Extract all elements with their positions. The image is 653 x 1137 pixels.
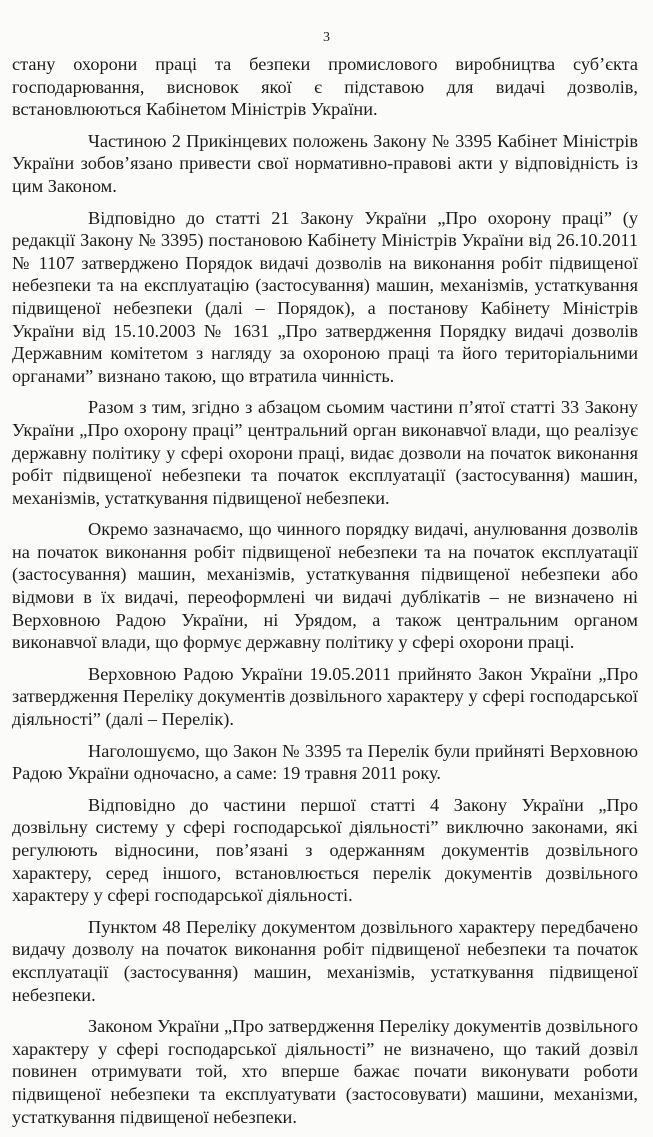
paragraph: Пунктом 48 Переліку документом дозвільного характеру передбачено видачу дозволу на початок виконання робіт підвищеної небезпеки та початок експлуатації (застосування) машин, механізмів, устаткування підвищеної небезпеки. — [12, 916, 638, 1005]
paragraph: Частиною 2 Прикінцевих положень Закону № 3395 Кабінет Міністрів України зобов’язано привести свої нормативно-правові акти у відповідність із цим Законом. — [12, 130, 638, 196]
paragraph: Разом з тим, згідно з абзацом сьомим частини п’ятої статті 33 Закону України „Про охорону праці” центральний орган виконавчої влади, що реалізує державну політику у сфері охорони праці, видає дозволи на початок виконання робіт підвищеної небезпеки та початок експлуатації (застосування) машин, механізмів, устаткування підвищеної небезпеки. — [12, 397, 638, 508]
paragraph: Відповідно до частини першої статті 4 Закону України „Про дозвільну систему у сфері господарської діяльності” виключно законами, які регулюють відносини, пов’язані з одержанням документів дозвільного характеру, серед іншого, встановлюється перелік документів дозвільного характеру у сфері господарської діяльності. — [12, 794, 638, 906]
paragraph: Наголошуємо, що Закон № 3395 та Перелік були прийняті Верховною Радою України одночасно, а саме: 19 травня 2011 року. — [12, 740, 638, 784]
paragraph: Окремо зазначаємо, що чинного порядку видачі, анулювання дозволів на початок виконання робіт підвищеної небезпеки та на початок експлуатації (застосування) машин, механізмів, устаткування підвищеної небезпеки або відмови в їх видачі, переоформлені чи видачі дублікатів – не визначено ні Верховною Радою України, ні Урядом, а також центральним органом виконавчої влади, що формує державну політику у сфері охорони праці. — [12, 519, 638, 653]
paragraph-continuation: стану охорони праці та безпеки промислового виробництва суб’єкта господарювання, висновок якої є підставою для видачі дозволів, встановлюються Кабінетом Міністрів України. — [12, 54, 638, 120]
paragraph: Верховною Радою України 19.05.2011 прийнято Закон України „Про затвердження Переліку документів дозвільного характеру у сфері господарської діяльності” (далі – Перелік). — [12, 663, 638, 730]
document-body — [12, 53, 638, 1137]
paragraph: Законом України „Про затвердження Переліку документів дозвільного характеру у сфері господарської діяльності” не визначено, що такий дозвіл повинен отримувати той, хто вперше бажає почати виконувати роботи підвищеної небезпеки та експлуатувати (застосовувати) машини, механізми, устаткування підвищеної небезпеки. — [12, 1016, 638, 1127]
paragraph: Відповідно до статті 21 Закону України „Про охорону праці” (у редакції Закону № 3395) постановою Кабінету Міністрів України від 26.10.2011 № 1107 затверджено Порядок видачі дозволів на виконання робіт підвищеної небезпеки та на експлуатацію (застосування) машин, механізмів, устаткування підвищеної небезпеки (далі – Порядок), а постанову Кабінету Міністрів України від 15.10.2003 № 1631 „Про затвердження Порядку видачі дозволів Державним комітетом з нагляду за охороною праці та його територіальними органами” визнано такою, що втратила чинність. — [12, 207, 638, 386]
page-number: 3 — [323, 30, 330, 45]
